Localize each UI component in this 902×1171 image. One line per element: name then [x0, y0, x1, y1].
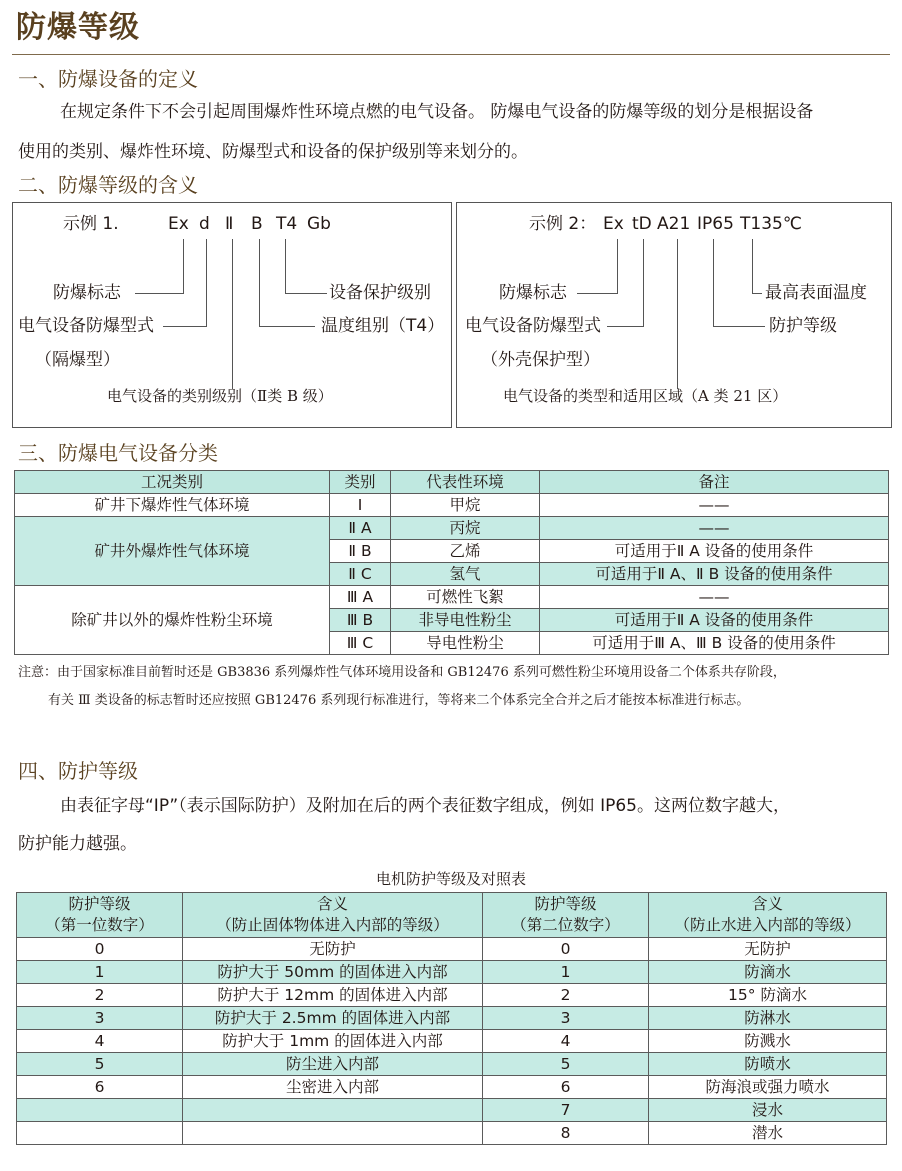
remark-cell: —— [540, 586, 889, 609]
table-row [17, 984, 887, 1007]
example2-code-ex: Ex [603, 214, 624, 234]
example1-code-ex: Ex [168, 214, 189, 234]
environment-cell: 非导电性粉尘 [391, 609, 540, 632]
example1-code-b: B [251, 214, 263, 234]
category-cell: Ⅱ A [330, 517, 391, 540]
column-header [649, 893, 887, 938]
environment-cell: 丙烷 [391, 517, 540, 540]
water-meaning-cell: 潜水 [649, 1122, 887, 1145]
table-row [15, 586, 889, 609]
solid-meaning-cell: 防护大于 1mm 的固体进入内部 [183, 1030, 483, 1053]
section3-note-line1: 注意：由于国家标准目前暂时还是 GB3836 系列爆炸性气体环境用设备和 GB12476 系列可燃性粉尘环境用设备二个体系共存阶段， [18, 665, 786, 680]
environment-cell: 氢气 [391, 563, 540, 586]
category-cell: Ⅰ [330, 494, 391, 517]
water-digit-cell: 5 [483, 1053, 649, 1076]
section1-paragraph-line2: 使用的类别、爆炸性环境、防爆型式和设备的保护级别等来划分的。 [18, 142, 528, 162]
section3-note-line2: 有关 Ⅲ 类设备的标志暂时还应按照 GB12476 系列现行标准进行，等将来二个体系完全合并之后才能按本标准进行标志。 [48, 693, 750, 708]
water-meaning-cell: 防滴水 [649, 961, 887, 984]
example2-mark-label: 防爆标志 [499, 283, 567, 303]
condition-cell: 矿井下爆炸性气体环境 [15, 494, 330, 517]
equipment-classification-table [14, 470, 889, 655]
table-header-row [17, 893, 887, 938]
example1-type-value: （隔爆型） [35, 350, 120, 370]
table-row [17, 938, 887, 961]
example1-code-gb: Gb [307, 214, 331, 234]
column-header [183, 893, 483, 938]
column-header: 代表性环境 [391, 471, 540, 494]
solid-digit-cell: 0 [17, 938, 183, 961]
remark-cell: —— [540, 517, 889, 540]
section3-heading: 三、防爆电气设备分类 [18, 441, 218, 465]
header-line1: 含义 [751, 895, 783, 913]
example1-box [12, 202, 452, 428]
section1-paragraph-line1: 在规定条件下不会引起周围爆炸性环境点燃的电气设备。 防爆电气设备的防爆等级的划分是根据设备 [60, 102, 814, 122]
table-row [17, 1053, 887, 1076]
header-line1: 防护等级 [68, 895, 131, 913]
table-row [17, 1076, 887, 1099]
header-line2: （第一位数字） [45, 916, 154, 934]
category-cell: Ⅱ C [330, 563, 391, 586]
solid-digit-cell: 2 [17, 984, 183, 1007]
example1-type-label: 电气设备防爆型式 [18, 316, 154, 336]
water-digit-cell: 0 [483, 938, 649, 961]
category-cell: Ⅲ B [330, 609, 391, 632]
remark-cell: —— [540, 494, 889, 517]
remark-cell: 可适用于Ⅱ A、Ⅱ B 设备的使用条件 [540, 563, 889, 586]
example1-category-label: 电气设备的类别级别（Ⅱ类 B 级） [107, 387, 333, 405]
table-row [17, 1007, 887, 1030]
example1-code-group: Ⅱ [225, 214, 234, 234]
page-title: 防爆等级 [16, 10, 140, 45]
section4-paragraph-line2: 防护能力越强。 [18, 834, 137, 854]
solid-meaning-cell: 尘密进入内部 [183, 1076, 483, 1099]
example2-ip-label: 防护等级 [769, 316, 837, 336]
table-row [17, 1099, 887, 1122]
example2-code-temp: T135℃ [740, 214, 802, 234]
water-meaning-cell: 防海浪或强力喷水 [649, 1076, 887, 1099]
example2-type-label: 电气设备防爆型式 [465, 316, 601, 336]
ip-rating-table [16, 892, 887, 1145]
solid-digit-cell: 4 [17, 1030, 183, 1053]
example2-code-td: tD [632, 214, 652, 234]
table-row [17, 961, 887, 984]
solid-meaning-cell: 无防护 [183, 938, 483, 961]
water-digit-cell: 4 [483, 1030, 649, 1053]
environment-cell: 导电性粉尘 [391, 632, 540, 655]
header-line2: （第二位数字） [511, 916, 620, 934]
table-row [17, 1122, 887, 1145]
table-header-row [15, 471, 889, 494]
water-digit-cell: 3 [483, 1007, 649, 1030]
table-row [15, 494, 889, 517]
section4-heading: 四、防护等级 [18, 759, 138, 783]
water-digit-cell: 7 [483, 1099, 649, 1122]
header-line2: （防止水进入内部的等级） [674, 916, 861, 934]
header-line1: 防护等级 [534, 895, 597, 913]
remark-cell: 可适用于Ⅱ A 设备的使用条件 [540, 609, 889, 632]
solid-digit-cell: 1 [17, 961, 183, 984]
condition-cell: 矿井外爆炸性气体环境 [15, 517, 330, 586]
category-cell: Ⅲ A [330, 586, 391, 609]
example1-epl-label: 设备保护级别 [329, 283, 431, 303]
water-meaning-cell: 无防护 [649, 938, 887, 961]
condition-cell: 除矿井以外的爆炸性粉尘环境 [15, 586, 330, 655]
solid-meaning-cell [183, 1099, 483, 1122]
column-header: 类别 [330, 471, 391, 494]
water-meaning-cell: 浸水 [649, 1099, 887, 1122]
example1-label: 示例 1. [63, 214, 119, 234]
category-cell: Ⅱ B [330, 540, 391, 563]
solid-digit-cell: 5 [17, 1053, 183, 1076]
column-header: 备注 [540, 471, 889, 494]
example2-category-label: 电气设备的类型和适用区域（A 类 21 区） [503, 387, 788, 405]
title-divider [12, 54, 890, 55]
ip-table-caption: 电机防护等级及对照表 [375, 870, 526, 888]
example1-code-t4: T4 [276, 214, 298, 234]
column-header [17, 893, 183, 938]
solid-meaning-cell: 防护大于 2.5mm 的固体进入内部 [183, 1007, 483, 1030]
solid-digit-cell: 6 [17, 1076, 183, 1099]
section4-paragraph-line1: 由表征字母“IP”（表示国际防护）及附加在后的两个表征数字组成，例如 IP65。这两位数字越大， [60, 796, 790, 816]
environment-cell: 可燃性飞絮 [391, 586, 540, 609]
table-row [17, 1030, 887, 1053]
header-line2: （防止固体物体进入内部的等级） [216, 916, 449, 934]
solid-meaning-cell: 防护大于 50mm 的固体进入内部 [183, 961, 483, 984]
column-header: 工况类别 [15, 471, 330, 494]
example2-maxtemp-label: 最高表面温度 [765, 283, 867, 303]
header-line1: 含义 [316, 895, 348, 913]
column-header [483, 893, 649, 938]
example1-code-d: d [199, 214, 210, 234]
solid-meaning-cell: 防尘进入内部 [183, 1053, 483, 1076]
water-meaning-cell: 防喷水 [649, 1053, 887, 1076]
water-digit-cell: 8 [483, 1122, 649, 1145]
water-digit-cell: 1 [483, 961, 649, 984]
solid-digit-cell [17, 1099, 183, 1122]
example1-temp-label: 温度组别（T4） [321, 316, 445, 336]
environment-cell: 甲烷 [391, 494, 540, 517]
water-digit-cell: 6 [483, 1076, 649, 1099]
example2-code-ip65: IP65 [697, 214, 734, 234]
solid-meaning-cell: 防护大于 12mm 的固体进入内部 [183, 984, 483, 1007]
solid-digit-cell: 3 [17, 1007, 183, 1030]
example2-label: 示例 2： [529, 214, 597, 234]
section1-heading: 一、防爆设备的定义 [18, 67, 198, 91]
example2-type-value: （外壳保护型） [481, 350, 600, 370]
category-cell: Ⅲ C [330, 632, 391, 655]
remark-cell: 可适用于Ⅲ A、Ⅲ B 设备的使用条件 [540, 632, 889, 655]
water-digit-cell: 2 [483, 984, 649, 1007]
example1-mark-label: 防爆标志 [53, 283, 121, 303]
water-meaning-cell: 15° 防滴水 [649, 984, 887, 1007]
remark-cell: 可适用于Ⅱ A 设备的使用条件 [540, 540, 889, 563]
solid-digit-cell [17, 1122, 183, 1145]
table-row [15, 517, 889, 540]
water-meaning-cell: 防淋水 [649, 1007, 887, 1030]
section2-heading: 二、防爆等级的含义 [18, 173, 198, 197]
environment-cell: 乙烯 [391, 540, 540, 563]
solid-meaning-cell [183, 1122, 483, 1145]
example2-box [456, 202, 892, 428]
example2-code-a21: A21 [657, 214, 691, 234]
water-meaning-cell: 防溅水 [649, 1030, 887, 1053]
